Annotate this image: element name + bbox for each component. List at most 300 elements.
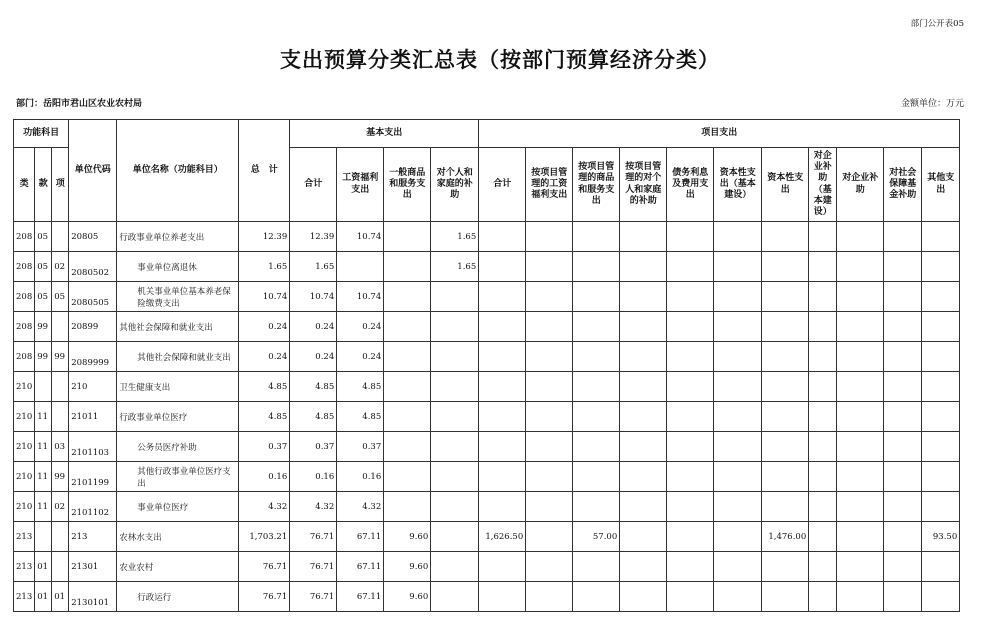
amount-cell [573,282,620,312]
amount-cell [884,552,922,582]
amount-cell [809,582,837,612]
amount-cell [384,372,431,402]
table-row [14,432,960,462]
amount-cell [714,522,762,552]
amount-cell [384,432,431,462]
amount-cell [714,252,762,282]
lei-cell: 208 [14,252,35,282]
lei-cell: 213 [14,522,35,552]
amount-cell [573,462,620,492]
amount-cell [526,402,573,432]
amount-cell [714,372,762,402]
amount-cell [384,492,431,522]
department-label: 部门：岳阳市君山区农业农村局 [16,99,143,109]
amount-cell [620,552,667,582]
amount-cell [884,372,922,402]
amount-cell [526,522,573,552]
xiang-cell: 02 [52,252,69,282]
unit-name-cell: 行政事业单位养老支出 [117,222,239,252]
amount-cell: 67.11 [337,552,384,582]
amount-cell [431,402,479,432]
amount-cell [714,462,762,492]
amount-cell [431,342,479,372]
amount-cell [884,492,922,522]
table-row [14,342,960,372]
basic-expenditure-header: 基本支出 [290,120,479,148]
kuan-header: 款 [35,148,52,222]
amount-cell: 0.37 [290,432,337,462]
amount-cell [884,522,922,552]
amount-cell [809,462,837,492]
amount-cell [479,432,526,462]
amount-cell [384,462,431,492]
amount-cell [667,372,714,402]
amount-cell [762,462,809,492]
amount-cell [667,462,714,492]
amount-cell: 4.32 [337,492,384,522]
basic-col-header: 工资福利支出 [337,148,384,222]
project-col-header: 按项目管理的工资福利支出 [526,148,573,222]
amount-cell [526,462,573,492]
total-cell: 10.74 [239,282,290,312]
amount-cell: 76.71 [290,582,337,612]
amount-cell [573,222,620,252]
amount-cell [667,492,714,522]
amount-cell [573,582,620,612]
table-row [14,462,960,492]
project-col-header: 合计 [479,148,526,222]
amount-cell: 4.32 [290,492,337,522]
project-expenditure-header: 项目支出 [479,120,960,148]
amount-cell [809,402,837,432]
xiang-cell: 99 [52,342,69,372]
amount-cell [384,312,431,342]
amount-cell [526,372,573,402]
table-row [14,522,960,552]
amount-cell [762,222,809,252]
table-row [14,552,960,582]
amount-cell: 4.85 [337,372,384,402]
amount-cell: 1.65 [431,222,479,252]
total-cell: 76.71 [239,552,290,582]
table-row [14,222,960,252]
amount-cell [526,552,573,582]
amount-cell [620,462,667,492]
amount-cell [762,252,809,282]
amount-cell: 0.24 [337,312,384,342]
lei-cell: 210 [14,372,35,402]
total-cell: 0.24 [239,342,290,372]
amount-cell [573,372,620,402]
amount-cell [479,582,526,612]
amount-cell [837,282,884,312]
table-row [14,252,960,282]
amount-cell [714,312,762,342]
amount-cell [714,432,762,462]
unit-name-cell: 卫生健康支出 [117,372,239,402]
amount-cell [837,372,884,402]
amount-cell [837,522,884,552]
unit-code-cell: 2080502 [69,252,117,282]
amount-cell [884,432,922,462]
amount-cell [573,342,620,372]
amount-cell [762,342,809,372]
xiang-cell [52,522,69,552]
amount-cell [526,582,573,612]
amount-cell [620,402,667,432]
amount-cell [573,492,620,522]
amount-cell [667,552,714,582]
amount-cell [714,402,762,432]
amount-cell: 0.16 [290,462,337,492]
lei-cell: 208 [14,282,35,312]
amount-cell [667,582,714,612]
amount-cell [479,342,526,372]
amount-cell [922,312,960,342]
amount-cell: 93.50 [922,522,960,552]
project-col-header: 债务利息及费用支出 [667,148,714,222]
amount-cell [714,552,762,582]
amount-cell [714,492,762,522]
amount-cell [667,252,714,282]
amount-cell [884,252,922,282]
amount-cell [762,282,809,312]
unit-name-cell: 公务员医疗补助 [117,432,239,462]
amount-cell [762,492,809,522]
amount-cell [837,432,884,462]
lei-cell: 210 [14,432,35,462]
amount-cell [837,252,884,282]
unit-code-cell: 2101102 [69,492,117,522]
xiang-cell [52,552,69,582]
amount-cell [922,582,960,612]
amount-cell: 1,476.00 [762,522,809,552]
budget-table [13,119,960,612]
basic-col-header: 对个人和家庭的补助 [431,148,479,222]
amount-cell [620,432,667,462]
kuan-cell: 05 [35,222,52,252]
total-cell: 4.85 [239,372,290,402]
amount-cell [837,582,884,612]
amount-cell [922,282,960,312]
unit-name-cell: 其他行政事业单位医疗支出 [117,462,239,492]
amount-cell: 0.16 [337,462,384,492]
amount-cell: 67.11 [337,522,384,552]
amount-cell [620,252,667,282]
project-col-header: 按项目管理的对个人和家庭的补助 [620,148,667,222]
project-col-header: 对社会保障基金补助 [884,148,922,222]
amount-cell [384,282,431,312]
amount-cell [809,492,837,522]
lei-cell: 210 [14,462,35,492]
amount-cell [714,342,762,372]
amount-cell [837,552,884,582]
amount-cell: 76.71 [290,552,337,582]
amount-cell [526,492,573,522]
page-title: 支出预算分类汇总表（按部门预算经济分类） [280,47,720,72]
amount-cell [884,582,922,612]
amount-cell [573,402,620,432]
lei-cell: 210 [14,492,35,522]
amount-cell [809,282,837,312]
xiang-cell [52,372,69,402]
amount-cell [431,282,479,312]
amount-cell: 76.71 [290,522,337,552]
project-col-header: 对企业补助（基本建设） [809,148,837,222]
amount-cell [922,402,960,432]
amount-cell: 57.00 [573,522,620,552]
amount-cell: 0.24 [337,342,384,372]
kuan-cell: 11 [35,402,52,432]
kuan-cell: 99 [35,342,52,372]
unit-name-cell: 事业单位离退休 [117,252,239,282]
amount-cell [714,282,762,312]
amount-cell [667,282,714,312]
table-row [14,582,960,612]
unit-code-cell: 20899 [69,312,117,342]
kuan-cell: 11 [35,462,52,492]
amount-cell [884,312,922,342]
lei-cell: 208 [14,312,35,342]
amount-cell [479,252,526,282]
kuan-cell [35,522,52,552]
amount-cell [620,522,667,552]
table-row [14,402,960,432]
amount-cell [620,282,667,312]
amount-cell [809,372,837,402]
xiang-cell [52,312,69,342]
amount-cell [837,462,884,492]
amount-cell [837,492,884,522]
amount-cell [809,522,837,552]
xiang-cell: 03 [52,432,69,462]
unit-name-cell: 事业单位医疗 [117,492,239,522]
amount-cell [884,222,922,252]
amount-cell [884,282,922,312]
lei-cell: 210 [14,402,35,432]
amount-cell [431,552,479,582]
total-cell: 1.65 [239,252,290,282]
xiang-cell: 05 [52,282,69,312]
project-col-header: 资本性支出（基本建设） [714,148,762,222]
basic-col-header: 一般商品和服务支出 [384,148,431,222]
project-col-header: 对企业补助 [837,148,884,222]
unit-name-cell: 行政运行 [117,582,239,612]
amount-cell [479,402,526,432]
xiang-cell: 01 [52,582,69,612]
amount-cell: 10.74 [337,222,384,252]
amount-cell: 9.60 [384,582,431,612]
xiang-cell: 02 [52,492,69,522]
amount-cell [667,222,714,252]
amount-cell [620,342,667,372]
total-cell: 0.37 [239,432,290,462]
amount-cell [526,432,573,462]
unit-code-cell: 210 [69,372,117,402]
amount-cell [762,402,809,432]
amount-cell: 0.24 [290,342,337,372]
lei-cell: 208 [14,222,35,252]
amount-cell [667,342,714,372]
total-cell: 76.71 [239,582,290,612]
amount-cell: 1.65 [290,252,337,282]
amount-cell [479,552,526,582]
amount-cell [384,252,431,282]
amount-cell [884,342,922,372]
amount-cell [837,402,884,432]
kuan-cell: 11 [35,492,52,522]
amount-cell [809,252,837,282]
amount-cell [837,342,884,372]
amount-cell [667,402,714,432]
unit-code-cell: 2101103 [69,432,117,462]
amount-cell: 67.11 [337,582,384,612]
total-header: 总 计 [239,120,290,222]
total-cell: 0.16 [239,462,290,492]
amount-cell [714,222,762,252]
unit-name-cell: 机关事业单位基本养老保险缴费支出 [117,282,239,312]
amount-cell: 10.74 [337,282,384,312]
amount-cell [526,312,573,342]
amount-cell [479,492,526,522]
table-row [14,372,960,402]
amount-cell [620,312,667,342]
amount-cell [620,372,667,402]
total-cell: 0.24 [239,312,290,342]
unit-code-cell: 21301 [69,552,117,582]
amount-cell [837,222,884,252]
form-number: 部门公开表05 [910,19,964,29]
kuan-cell: 11 [35,432,52,462]
amount-cell [922,462,960,492]
amount-cell [762,582,809,612]
kuan-cell [35,372,52,402]
project-col-header: 按项目管理的商品和服务支出 [573,148,620,222]
xiang-cell [52,402,69,432]
amount-cell: 9.60 [384,522,431,552]
amount-cell: 4.85 [337,402,384,432]
amount-cell [573,552,620,582]
lei-header: 类 [14,148,35,222]
amount-cell [714,582,762,612]
amount-cell [884,462,922,492]
unit-code-cell: 2089999 [69,342,117,372]
unit-name-header: 单位名称（功能科目） [117,120,239,222]
amount-cell [479,282,526,312]
unit-code-header: 单位代码 [69,120,117,222]
amount-cell [431,522,479,552]
unit-code-cell: 2130101 [69,582,117,612]
amount-cell [667,522,714,552]
amount-cell [479,372,526,402]
kuan-cell: 05 [35,282,52,312]
amount-cell [384,402,431,432]
xiang-header: 项 [52,148,69,222]
amount-cell [526,222,573,252]
amount-unit-label: 金额单位：万元 [900,99,964,109]
amount-cell [762,312,809,342]
amount-cell: 10.74 [290,282,337,312]
amount-cell [384,342,431,372]
lei-cell: 213 [14,582,35,612]
amount-cell [479,222,526,252]
unit-code-cell: 21011 [69,402,117,432]
total-cell: 12.39 [239,222,290,252]
amount-cell: 1,626.50 [479,522,526,552]
project-col-header: 资本性支出 [762,148,809,222]
amount-cell [573,252,620,282]
amount-cell [809,312,837,342]
amount-cell [526,282,573,312]
unit-name-cell: 行政事业单位医疗 [117,402,239,432]
amount-cell [922,552,960,582]
amount-cell [667,432,714,462]
amount-cell [809,342,837,372]
amount-cell [667,312,714,342]
amount-cell: 0.37 [337,432,384,462]
amount-cell: 1.65 [431,252,479,282]
amount-cell [884,402,922,432]
table-row [14,492,960,522]
amount-cell: 9.60 [384,552,431,582]
amount-cell [337,252,384,282]
amount-cell [922,222,960,252]
amount-cell [479,462,526,492]
unit-name-cell: 农业农村 [117,552,239,582]
amount-cell [526,252,573,282]
amount-cell [431,432,479,462]
amount-cell: 0.24 [290,312,337,342]
amount-cell: 4.85 [290,402,337,432]
amount-cell [762,552,809,582]
basic-col-header: 合计 [290,148,337,222]
lei-cell: 213 [14,552,35,582]
amount-cell [809,222,837,252]
amount-cell [762,372,809,402]
unit-code-cell: 213 [69,522,117,552]
amount-cell [809,552,837,582]
table-row [14,312,960,342]
total-cell: 4.32 [239,492,290,522]
kuan-cell: 99 [35,312,52,342]
amount-cell [431,462,479,492]
amount-cell [762,432,809,462]
table-row [14,282,960,312]
total-cell: 1,703.21 [239,522,290,552]
unit-name-cell: 农林水支出 [117,522,239,552]
unit-name-cell: 其他社会保障和就业支出 [117,312,239,342]
xiang-cell: 99 [52,462,69,492]
unit-name-cell: 其他社会保障和就业支出 [117,342,239,372]
amount-cell [431,492,479,522]
amount-cell [809,432,837,462]
amount-cell [384,222,431,252]
amount-cell: 12.39 [290,222,337,252]
amount-cell [922,432,960,462]
amount-cell [526,342,573,372]
amount-cell [573,432,620,462]
project-col-header: 其他支出 [922,148,960,222]
lei-cell: 208 [14,342,35,372]
amount-cell [837,312,884,342]
amount-cell [479,312,526,342]
amount-cell [431,582,479,612]
kuan-cell: 01 [35,552,52,582]
kuan-cell: 05 [35,252,52,282]
amount-cell [620,582,667,612]
amount-cell [573,312,620,342]
unit-code-cell: 2080505 [69,282,117,312]
